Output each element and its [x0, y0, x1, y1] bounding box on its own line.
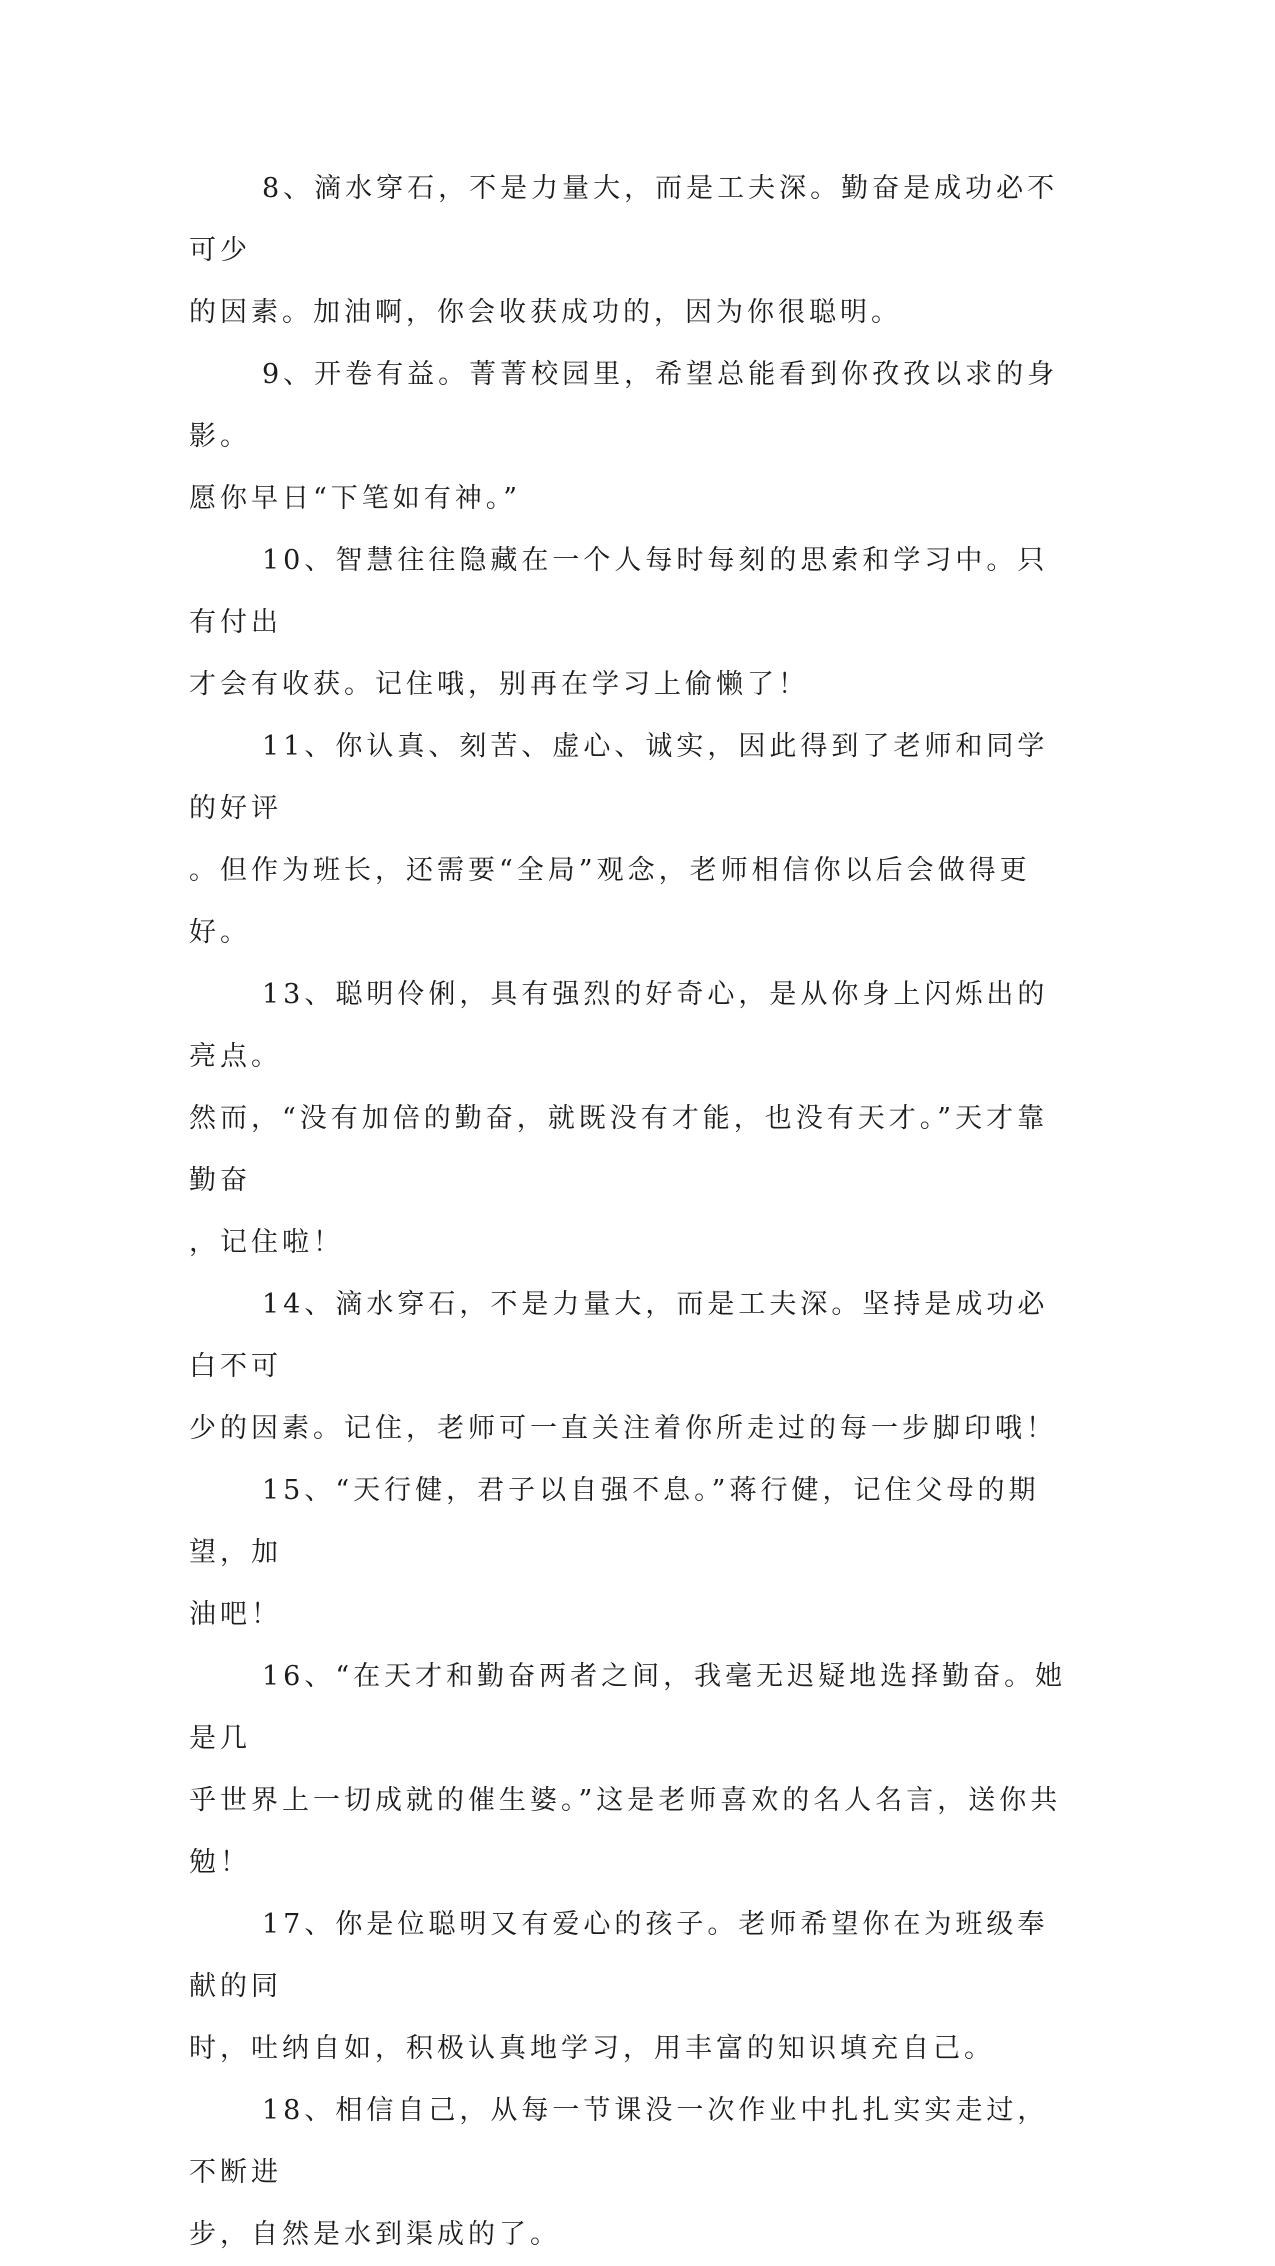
- comment-paragraph-10: 10、智慧往往隐藏在一个人每时每刻的思索和学习中。只有付出 才会有收获。记住哦，别再在学习上偷懒了！: [189, 545, 1049, 700]
- comment-paragraph-14: 14、滴水穿石，不是力量大，而是工夫深。坚持是成功必白不可 少的因素。记住，老师可一直关注着你所走过的每一步脚印哦！: [189, 1289, 1057, 1444]
- comment-paragraph-15: 15、“天行健，君子以自强不息。”蒋行健，记住父母的期望，加 油吧！: [189, 1475, 1040, 1630]
- comment-paragraph-11: 11、你认真、刻苦、虚心、诚实，因此得到了老师和同学的好评 。但作为班长，还需要“全局”观念，老师相信你以后会做得更好。: [189, 731, 1049, 948]
- comment-paragraph-13: 13、聪明伶俐，具有强烈的好奇心，是从你身上闪烁出的亮点。 然而，“没有加倍的勤奋，就既没有才能，也没有天才。”天才靠勤奋 ，记住啦！: [189, 979, 1049, 1258]
- comment-paragraph-17: 17、你是位聪明又有爱心的孩子。老师希望你在为班级奉献的同 时，吐纳自如，积极认真地学习，用丰富的知识填充自己。: [189, 1909, 1049, 2064]
- comment-list: [189, 158, 1079, 2266]
- comment-paragraph-18: 18、相信自己，从每一节课没一次作业中扎扎实实走过，不断进 步，自然是水到渠成的了。: [189, 2095, 1049, 2250]
- comment-paragraph-16: 16、“在天才和勤奋两者之间，我毫无迟疑地选择勤奋。她是几 乎世界上一切成就的催生婆。”这是老师喜欢的名人名言，送你共勉！: [189, 1661, 1067, 1878]
- comment-paragraph-9: 9、开卷有益。菁菁校园里，希望总能看到你孜孜以求的身影。 愿你早日“下笔如有神。”: [189, 359, 1059, 514]
- comment-paragraph-8: 8、滴水穿石，不是力量大，而是工夫深。勤奋是成功必不可少 的因素。加油啊，你会收获成功的，因为你很聪明。: [189, 173, 1059, 328]
